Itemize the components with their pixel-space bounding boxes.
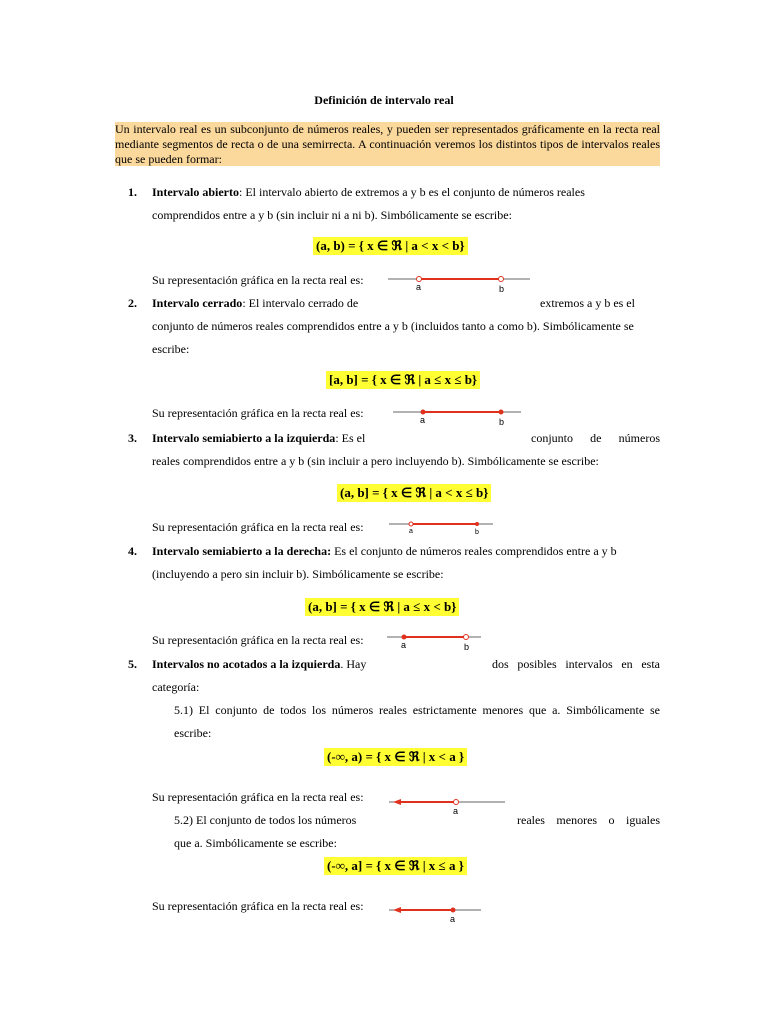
open-endpoint-a — [417, 277, 422, 282]
open-endpoint-a — [409, 522, 413, 526]
label-a: a — [409, 528, 413, 535]
item-2-line1a: : El intervalo cerrado de — [242, 296, 359, 310]
item-5-1-caption: Su representación gráfica en la recta real es: — [152, 790, 364, 804]
item-5-2-caption: Su representación gráfica en la recta real es: — [152, 899, 364, 913]
number-line-1 — [388, 272, 532, 294]
item-5-name: Intervalos no acotados a la izquierda — [152, 657, 341, 671]
item-4-line1: Es el conjunto de números reales comprendidos entre a y b — [331, 544, 617, 558]
item-1-name: Intervalo abierto — [152, 185, 239, 199]
intro-paragraph: Un intervalo real es un subconjunto de números reales, y pueden ser representados gráficamente en la recta real mediante segmentos de recta o de una semirrecta. A continuación veremos los distintos tipos de intervalos reales que se pueden formar: — [115, 122, 660, 166]
item-5-1-line2: escribe: — [174, 726, 212, 740]
item-2-caption: Su representación gráfica en la recta real es: — [152, 406, 364, 420]
item-1-formula: (a, b) = { x ∈ ℜ | a < x < b} — [313, 237, 468, 255]
item-3-caption: Su representación gráfica en la recta real es: — [152, 520, 364, 534]
item-5-line1b: dos posibles intervalos en esta — [492, 657, 660, 671]
closed-endpoint-a — [451, 908, 456, 913]
item-1-text — [152, 185, 660, 200]
item-2-formula: [a, b] = { x ∈ ℜ | a ≤ x ≤ b} — [326, 371, 480, 389]
open-endpoint-b — [464, 635, 469, 640]
item-number: 4. — [128, 544, 137, 558]
left-arrow-icon — [393, 907, 401, 913]
open-endpoint-b — [499, 277, 504, 282]
label-b: b — [499, 417, 505, 427]
page-title: Definición de intervalo real — [314, 93, 454, 107]
item-2-text — [152, 296, 358, 311]
closed-endpoint-b — [475, 522, 479, 526]
left-arrow-icon — [393, 799, 401, 805]
item-3-formula: (a, b] = { x ∈ ℜ | a < x ≤ b} — [337, 484, 491, 502]
item-4-line2: (incluyendo a pero sin incluir b). Simbólicamente se escribe: — [152, 567, 444, 581]
item-number: 2. — [128, 296, 137, 310]
item-5-2-line1a: 5.2) El conjunto de todos los números — [174, 813, 357, 827]
item-5-text — [152, 657, 366, 672]
item-2-line3: escribe: — [152, 342, 190, 356]
number-line-5-2 — [389, 903, 483, 925]
open-endpoint-a — [454, 800, 459, 805]
item-number: 5. — [128, 657, 137, 671]
item-1-caption: Su representación gráfica en la recta real es: — [152, 273, 364, 287]
item-3-line2: reales comprendidos entre a y b (sin incluir a pero incluyendo b). Simbólicamente se escribe: — [152, 454, 599, 468]
label-b: b — [464, 642, 470, 652]
label-b: b — [499, 284, 505, 294]
item-1-line1: : El intervalo abierto de extremos a y b es el conjunto de números reales — [238, 185, 585, 199]
item-4-text — [152, 544, 617, 559]
item-2-line2: conjunto de números reales comprendidos entre a y b (incluidos tanto a como b). Simbólicamente se — [152, 319, 634, 333]
item-5-1-formula: (-∞, a) = { x ∈ ℜ | x < a } — [324, 748, 467, 766]
number-line-3 — [389, 518, 495, 536]
number-line-4 — [387, 630, 483, 652]
item-number: 1. — [128, 185, 137, 199]
item-2-line1b: extremos a y b es el — [540, 296, 635, 310]
item-4-caption: Su representación gráfica en la recta real es: — [152, 633, 364, 647]
item-1-line2: comprendidos entre a y b (sin incluir ni a ni b). Simbólicamente se escribe: — [152, 208, 512, 222]
number-line-5-1 — [389, 795, 507, 817]
number-line-2 — [393, 405, 523, 427]
item-5-line1a: . Hay — [340, 657, 367, 671]
label-a: a — [450, 914, 456, 924]
closed-endpoint-a — [421, 410, 426, 415]
item-4-name: Intervalo semiabierto a la derecha: — [152, 544, 332, 558]
item-number: 3. — [128, 431, 137, 445]
item-3-name: Intervalo semiabierto a la izquierda — [152, 431, 336, 445]
label-b: b — [475, 529, 479, 536]
item-5-2-line2: que a. Simbólicamente se escribe: — [174, 836, 337, 850]
item-5-line2: categoría: — [152, 680, 200, 694]
item-5-2-line1b: reales menores o iguales — [517, 813, 660, 827]
item-2-name: Intervalo cerrado — [152, 296, 243, 310]
closed-endpoint-b — [499, 410, 504, 415]
closed-endpoint-a — [402, 635, 407, 640]
item-5-2-formula: (-∞, a] = { x ∈ ℜ | x ≤ a } — [324, 857, 467, 875]
label-a: a — [420, 415, 426, 425]
label-a: a — [453, 806, 459, 816]
item-5-1-line1: 5.1) El conjunto de todos los números reales estrictamente menores que a. Simbólicamente se — [174, 703, 660, 717]
item-3-text — [152, 431, 365, 446]
label-a: a — [401, 640, 407, 650]
item-3-line1b: conjunto de números — [531, 431, 660, 445]
item-4-formula: (a, b] = { x ∈ ℜ | a ≤ x < b} — [305, 598, 459, 616]
label-a: a — [416, 282, 422, 292]
item-3-line1a: : Es el — [335, 431, 366, 445]
